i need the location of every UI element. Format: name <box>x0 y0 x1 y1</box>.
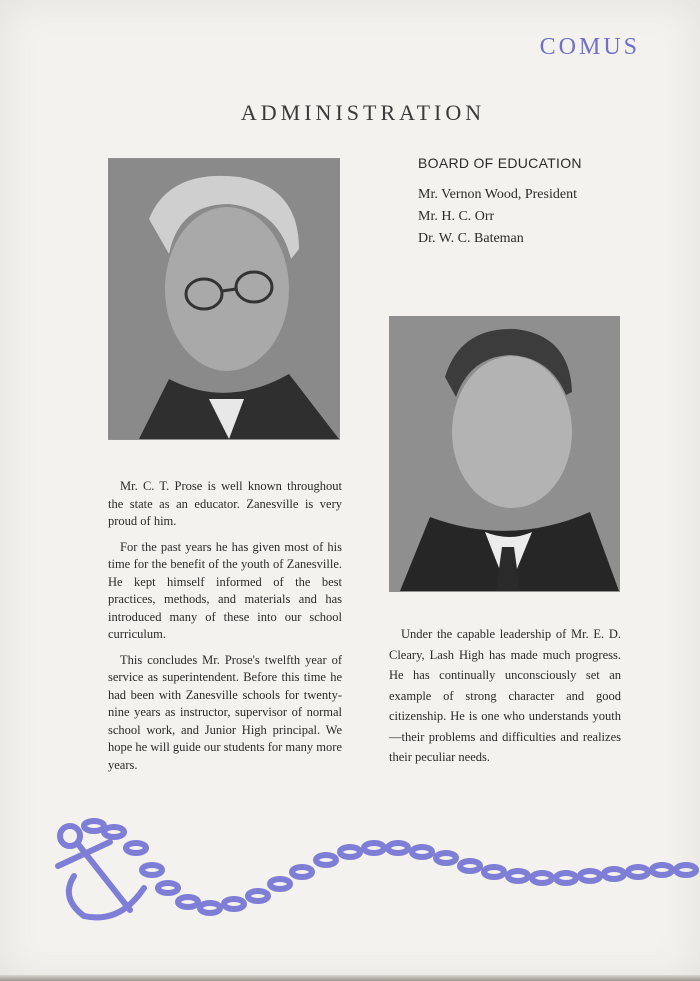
chain-icon <box>84 821 696 913</box>
principal-text <box>389 624 621 768</box>
board-of-education <box>418 152 582 250</box>
paragraph: Mr. C. T. Prose is well known throughout the state as an educator. Zanesville is very proud of him. <box>108 479 342 528</box>
page-bottom-edge <box>0 975 700 981</box>
portrait-superintendent <box>108 158 340 440</box>
board-heading: BOARD OF EDUCATION <box>418 155 582 171</box>
superintendent-text <box>108 478 342 782</box>
paragraph: Under the capable leadership of Mr. E. D. Cleary, Lash High has made much progress. He has continually unconsciously set an example of strong character and good citizenship. He is one who understands youth—their problems and difficulties and realizes their peculiar needs. <box>389 627 621 764</box>
yearbook-title: COMUS <box>539 34 640 60</box>
paragraph: This concludes Mr. Prose's twelfth year of service as superintendent. Before this time he had been with Zanesville schools for twenty-nine years as instructor, supervisor of normal school work, and Junior High principal. We hope he will guide our students for many more years. <box>108 652 342 772</box>
board-member: Mr. H. C. Orr <box>418 209 495 224</box>
anchor-icon <box>58 826 144 917</box>
board-member: Dr. W. C. Bateman <box>418 231 524 246</box>
board-member: Mr. Vernon Wood, President <box>418 187 577 202</box>
paragraph: For the past years he has given most of his time for the benefit of the youth of Zanesville. He kept himself informed of the best practices, methods, and materials and has introduced many of these into our school curriculum. <box>108 539 342 641</box>
anchor-chain-decoration <box>40 818 700 928</box>
portrait-principal <box>389 316 620 592</box>
page-title: ADMINISTRATION <box>240 100 486 125</box>
